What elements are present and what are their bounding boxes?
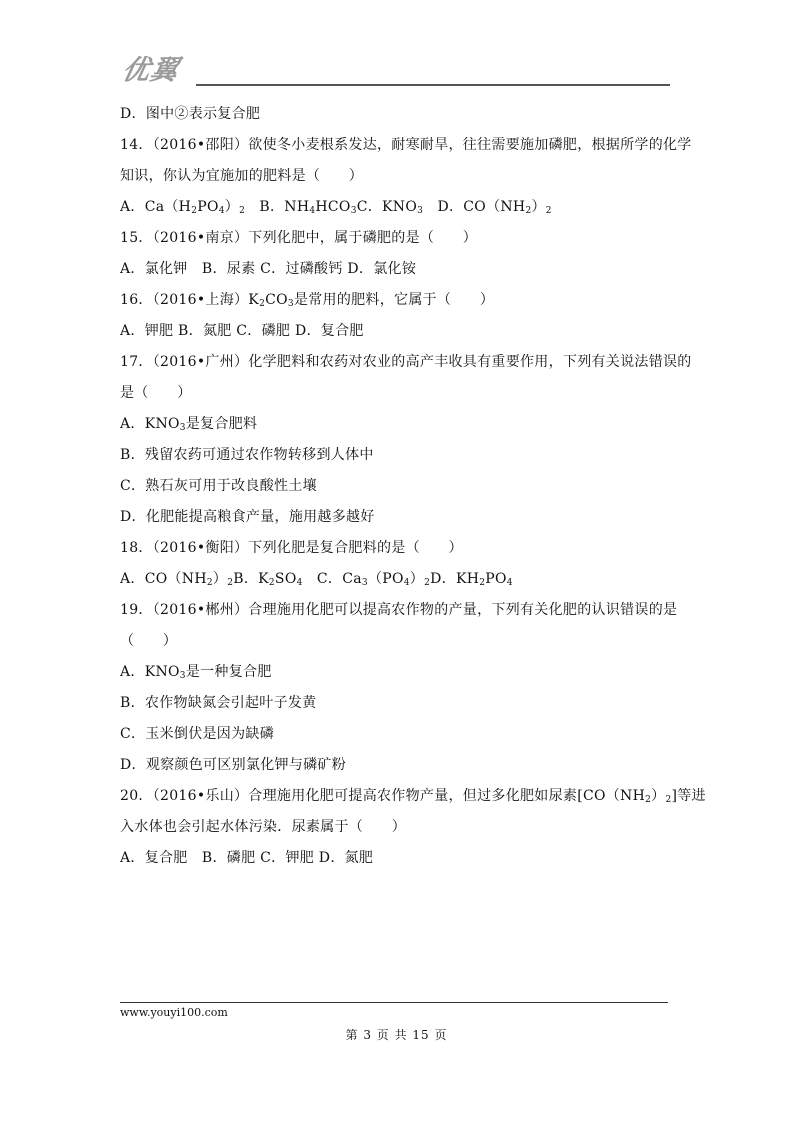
subscript: 3: [417, 206, 424, 216]
text-line: [120, 409, 680, 440]
text-segment: A．复合肥 B．磷肥 C．钾肥 D．氮肥: [120, 850, 374, 866]
text-segment: HCO: [315, 199, 351, 215]
text-segment: D．化肥能提高粮食产量，施用越多越好: [120, 509, 375, 525]
text-line: [120, 688, 680, 719]
text-segment: 19．（2016•郴州）合理施用化肥可以提高农作物的产量，下列有关化肥的认识错误的是: [120, 602, 678, 618]
text-segment: A．氯化钾 B．尿素 C．过磷酸钙 D．氯化铵: [120, 261, 417, 277]
logo: 优翼: [119, 55, 182, 86]
text-segment: D．图中②表示复合肥: [120, 106, 261, 122]
subscript: 4: [296, 578, 303, 588]
text-segment: D．CO（NH: [423, 199, 526, 215]
subscript: 4: [506, 578, 513, 588]
text-segment: ）: [531, 199, 546, 215]
subscript: 2: [191, 206, 198, 216]
text-line: [120, 626, 680, 657]
text-line: [120, 347, 692, 378]
text-segment: （PO: [367, 571, 404, 587]
subscript: 2: [545, 206, 552, 216]
text-segment: A．KNO: [120, 664, 180, 680]
subscript: 2: [665, 795, 672, 805]
text-line: [120, 657, 680, 688]
text-line: [120, 719, 680, 750]
subscript: 2: [227, 578, 234, 588]
text-line: [120, 440, 680, 471]
subscript: 2: [525, 206, 532, 216]
text-segment: （ ）: [120, 633, 178, 649]
text-segment: ）: [212, 571, 228, 587]
text-line: [120, 161, 680, 192]
text-segment: 是（ ）: [120, 385, 192, 401]
page-number: 第 3 页 共 15 页: [345, 1028, 448, 1042]
footer-rule: [120, 1002, 668, 1003]
text-segment: 是常用的肥料，它属于（ ）: [293, 292, 495, 308]
text-segment: 15．（2016•南京）下列化肥中，属于磷肥的是（ ）: [120, 230, 478, 246]
text-line: [120, 223, 680, 254]
text-segment: PO: [485, 571, 507, 587]
text-segment: 知识，你认为宜施加的肥料是（ ）: [120, 168, 364, 184]
text-segment: D．观察颜色可区别氯化钾与磷矿粉: [120, 757, 347, 773]
text-line: [120, 502, 680, 533]
text-line: [120, 192, 680, 223]
text-segment: A．钾肥 B．氮肥 C．磷肥 D．复合肥: [120, 323, 364, 339]
text-segment: PO: [197, 199, 219, 215]
subscript: 2: [645, 795, 652, 805]
subscript: 3: [350, 206, 357, 216]
document-body: [120, 99, 706, 874]
text-segment: CO: [265, 292, 288, 308]
text-segment: D．KH: [430, 571, 480, 587]
subscript: 4: [403, 578, 410, 588]
text-line: [120, 316, 680, 347]
text-segment: SO: [274, 571, 297, 587]
text-line: [120, 254, 680, 285]
text-segment: ）: [224, 199, 240, 215]
text-segment: 18．（2016•衡阳）下列化肥是复合肥料的是（ ）: [120, 540, 463, 556]
subscript: 3: [287, 299, 294, 309]
text-segment: 16．（2016•上海）K: [120, 292, 260, 308]
text-line: [120, 564, 680, 595]
footer-url: www.youyi100.com: [120, 1006, 228, 1019]
text-segment: C．Ca: [302, 571, 362, 587]
subscript: 2: [239, 206, 246, 216]
text-segment: 14．（2016•邵阳）欲使冬小麦根系发达，耐寒耐旱，往往需要施加磷肥，根据所学的化学: [120, 137, 692, 153]
subscript: 4: [309, 206, 316, 216]
subscript: 4: [218, 206, 225, 216]
text-line: [120, 130, 692, 161]
text-segment: 17．（2016•广州）化学肥料和农药对农业的高产丰收具有重要作用，下列有关说法错误的: [120, 354, 692, 370]
subscript: 2: [479, 578, 486, 588]
text-segment: 20．（2016•乐山）合理施用化肥可提高农作物产量，但过多化肥如尿素[CO（NH: [120, 788, 646, 804]
header-rule: [196, 84, 670, 86]
subscript: 3: [179, 671, 186, 681]
text-line: [120, 533, 680, 564]
text-segment: ]等进: [671, 788, 706, 804]
text-segment: A．KNO: [120, 416, 180, 432]
text-line: [120, 378, 680, 409]
text-segment: ）: [409, 571, 425, 587]
text-line: [120, 812, 680, 843]
text-segment: B．NH: [245, 199, 310, 215]
subscript: 2: [268, 578, 275, 588]
text-segment: A．CO（NH: [120, 571, 207, 587]
subscript: 2: [206, 578, 213, 588]
text-line: [120, 471, 680, 502]
text-segment: B．K: [233, 571, 269, 587]
text-segment: C．熟石灰可用于改良酸性土壤: [120, 478, 317, 494]
text-line: [120, 285, 680, 316]
subscript: 3: [361, 578, 368, 588]
text-segment: 入水体也会引起水体污染．尿素属于（ ）: [120, 819, 406, 835]
text-segment: ）: [651, 788, 666, 804]
subscript: 2: [259, 299, 266, 309]
text-segment: 是一种复合肥: [185, 664, 272, 680]
text-line: [120, 843, 680, 874]
text-line: [120, 781, 706, 812]
subscript: 3: [179, 423, 186, 433]
text-segment: C．KNO: [356, 199, 418, 215]
subscript: 2: [424, 578, 431, 588]
text-segment: A．Ca（H: [120, 199, 192, 215]
text-segment: B．残留农药可通过农作物转移到人体中: [120, 447, 374, 463]
text-line: [120, 750, 680, 781]
text-segment: B．农作物缺氮会引起叶子发黄: [120, 695, 317, 711]
text-line: [120, 595, 680, 626]
text-segment: C．玉米倒伏是因为缺磷: [120, 726, 275, 742]
text-line: [120, 99, 680, 130]
text-segment: 是复合肥料: [185, 416, 258, 432]
